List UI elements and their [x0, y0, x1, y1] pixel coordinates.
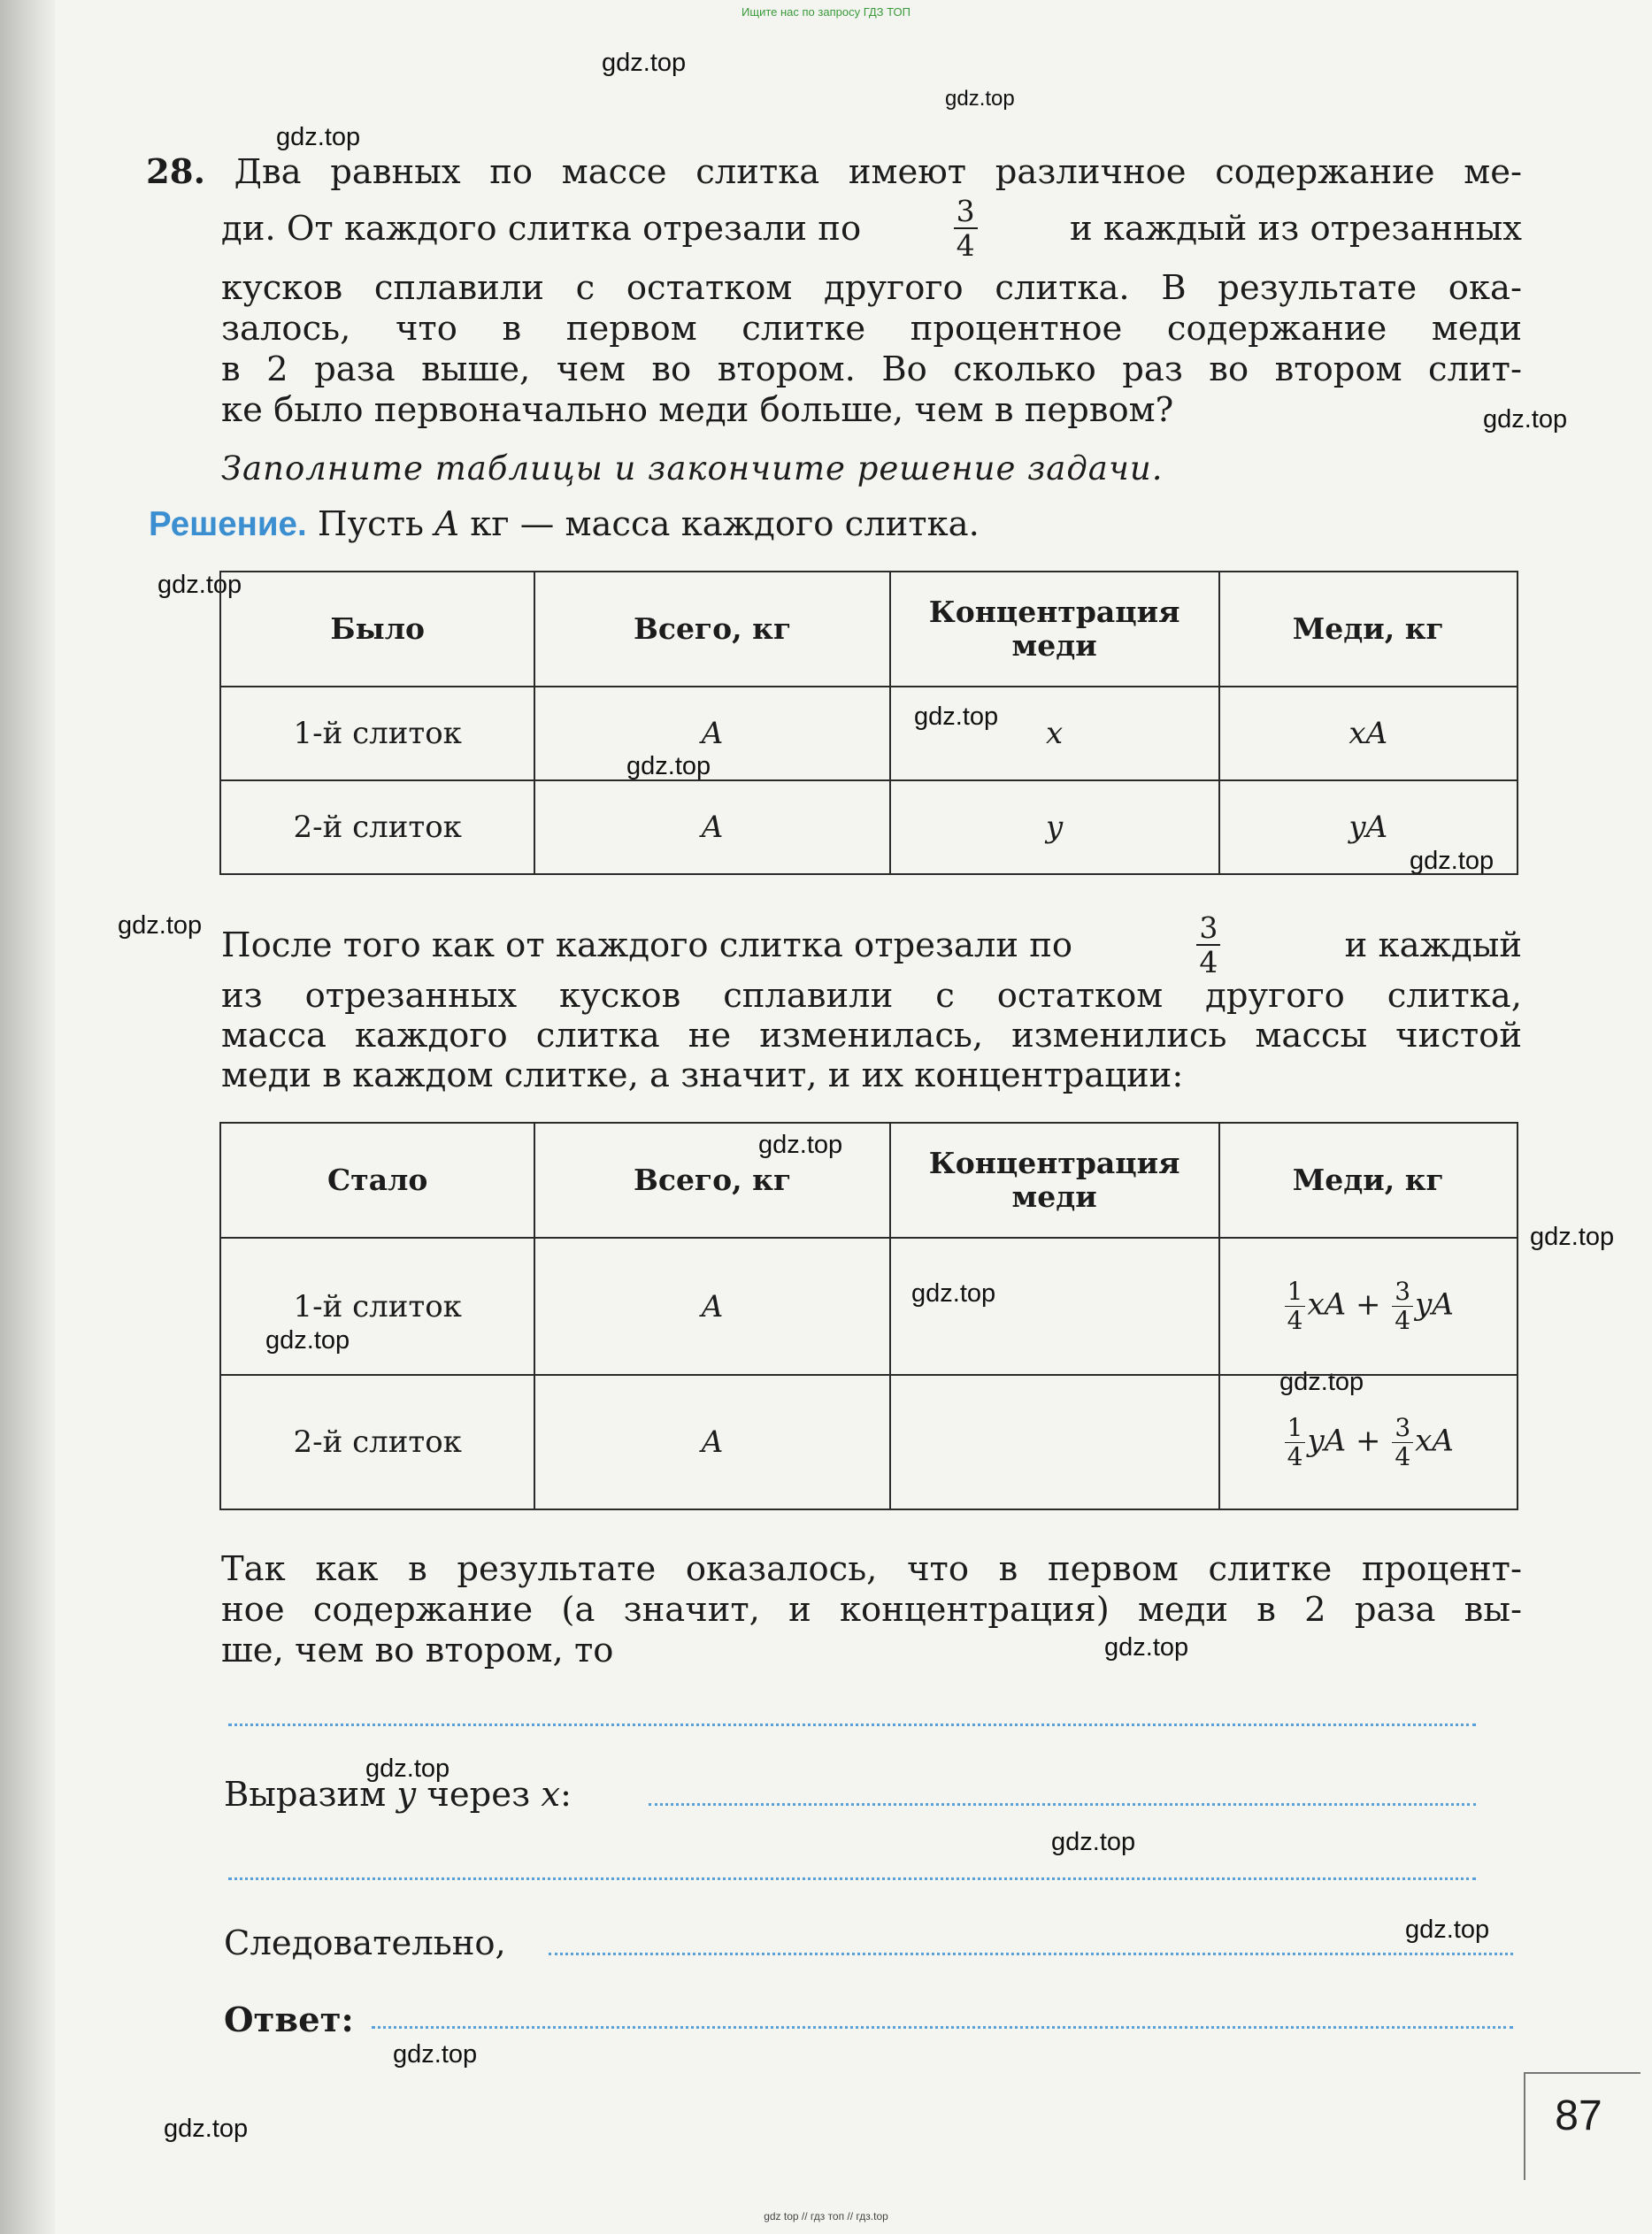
problem-line-4: залось, что в первом слитке процентное содержание меди — [221, 309, 1522, 349]
footer-note: gdz top // гдз топ // гдз.top — [764, 2210, 888, 2222]
copper-expression: $\frac{1}{4}$ xA + $\frac{3}{4}$ yA — [1219, 1238, 1518, 1375]
watermark: gdz.top — [1051, 1828, 1136, 1856]
fraction-three-quarters: $\frac{3}{4}$ — [954, 196, 978, 260]
concentration-blank — [890, 1375, 1219, 1509]
answer-line[interactable] — [228, 1877, 1476, 1880]
instruction: Заполните таблицы и закончите решение задачи. — [221, 449, 1164, 487]
watermark: gdz.top — [1530, 1223, 1615, 1251]
conclusion-line-3: ше, чем во втором, то — [221, 1631, 614, 1670]
watermark: gdz.top — [945, 87, 1015, 111]
watermark: gdz.top — [158, 571, 242, 599]
solution-label: Решение. — [149, 505, 307, 543]
watermark: gdz.top — [911, 1279, 996, 1308]
watermark: gdz.top — [164, 2115, 249, 2143]
watermark: gdz.top — [602, 49, 687, 77]
watermark: gdz.top — [758, 1131, 843, 1159]
answer-line[interactable] — [372, 2026, 1513, 2029]
conclusion-line-1: Так как в результате оказалось, что в первом слитке процент- — [221, 1549, 1522, 1589]
header-copper: Меди, кг — [1219, 572, 1518, 687]
watermark: gdz.top — [118, 911, 203, 940]
watermark: gdz.top — [1104, 1633, 1189, 1662]
solution-intro: Решение. Пусть A кг — масса каждого слитка. — [149, 504, 980, 544]
watermark: gdz.top — [1279, 1368, 1364, 1396]
watermark: gdz.top — [365, 1754, 450, 1783]
top-banner: Ищите нас по запросу ГДЗ ТОП — [741, 5, 911, 19]
page-number-box — [1524, 2072, 1640, 2180]
header-total: Всего, кг — [534, 572, 889, 687]
table-after — [219, 1122, 1518, 1510]
watermark: gdz.top — [393, 2040, 478, 2069]
answer-label: Ответ: — [224, 2000, 354, 2040]
watermark: gdz.top — [914, 702, 999, 731]
watermark: gdz.top — [626, 752, 711, 780]
express-y-label: Выразим y через x: — [224, 1775, 572, 1815]
middle-line-2: из отрезанных кусков сплавили с остатком другого слитка, — [221, 976, 1522, 1016]
header-before: Было — [220, 572, 534, 687]
therefore-label: Следовательно, — [224, 1923, 506, 1963]
table-before — [219, 571, 1518, 875]
copper-expression: $\frac{1}{4}$ yA + $\frac{3}{4}$ xA — [1219, 1375, 1518, 1509]
page-number: 87 — [1555, 2092, 1602, 2139]
problem-line-3: кусков сплавили с остатком другого слитка. В результате ока- — [221, 268, 1522, 308]
problem-line-1: 28. Два равных по массе слитка имеют различное содержание ме- — [146, 152, 1522, 192]
table-row: 2-й слиток A $\frac{1}{4}$ yA + $\frac{3}{4}$ xA — [220, 1375, 1518, 1509]
table-row: 1-й слиток A $\frac{1}{4}$ xA + $\frac{3}{4}$ yA — [220, 1238, 1518, 1375]
watermark: gdz.top — [1405, 1915, 1490, 1944]
header-after: Стало — [220, 1123, 534, 1238]
page-binding-shadow — [0, 0, 55, 2234]
conclusion-line-2: ное содержание (а значит, и концентрация) меди в 2 раза вы- — [221, 1590, 1522, 1630]
problem-line-2: ди. От каждого слитка отрезали по $\frac{3}{4}$ и каждый из отрезанных — [221, 194, 1522, 263]
fraction-three-quarters: $\frac{3}{4}$ — [1196, 913, 1220, 977]
problem-line-6: ке было первоначально меди больше, чем в первом? — [221, 390, 1174, 430]
concentration-blank — [890, 1238, 1219, 1375]
watermark: gdz.top — [265, 1326, 350, 1355]
header-total: Всего, кг — [534, 1123, 889, 1238]
problem-line-5: в 2 раза выше, чем во втором. Во сколько раз во втором слит- — [221, 349, 1522, 389]
middle-line-4: меди в каждом слитке, а значит, и их концентрации: — [221, 1056, 1184, 1095]
answer-line[interactable] — [649, 1803, 1476, 1806]
answer-line[interactable] — [228, 1723, 1476, 1726]
watermark: gdz.top — [1410, 847, 1494, 875]
header-copper: Меди, кг — [1219, 1123, 1518, 1238]
middle-line-3: масса каждого слитка не изменилась, изменились массы чистой — [221, 1016, 1522, 1056]
watermark: gdz.top — [276, 123, 361, 151]
answer-line[interactable] — [549, 1953, 1513, 1955]
middle-line-1: После того как от каждого слитка отрезали по $\frac{3}{4}$ и каждый — [221, 910, 1522, 979]
watermark: gdz.top — [1483, 405, 1568, 434]
table-row: 1-й слиток A x xA — [220, 687, 1518, 780]
header-concentration: Концентрация меди — [890, 572, 1219, 687]
problem-number: 28. — [146, 152, 205, 192]
header-concentration: Концентрация меди — [890, 1123, 1219, 1238]
table-row: 2-й слиток A y yA — [220, 780, 1518, 874]
